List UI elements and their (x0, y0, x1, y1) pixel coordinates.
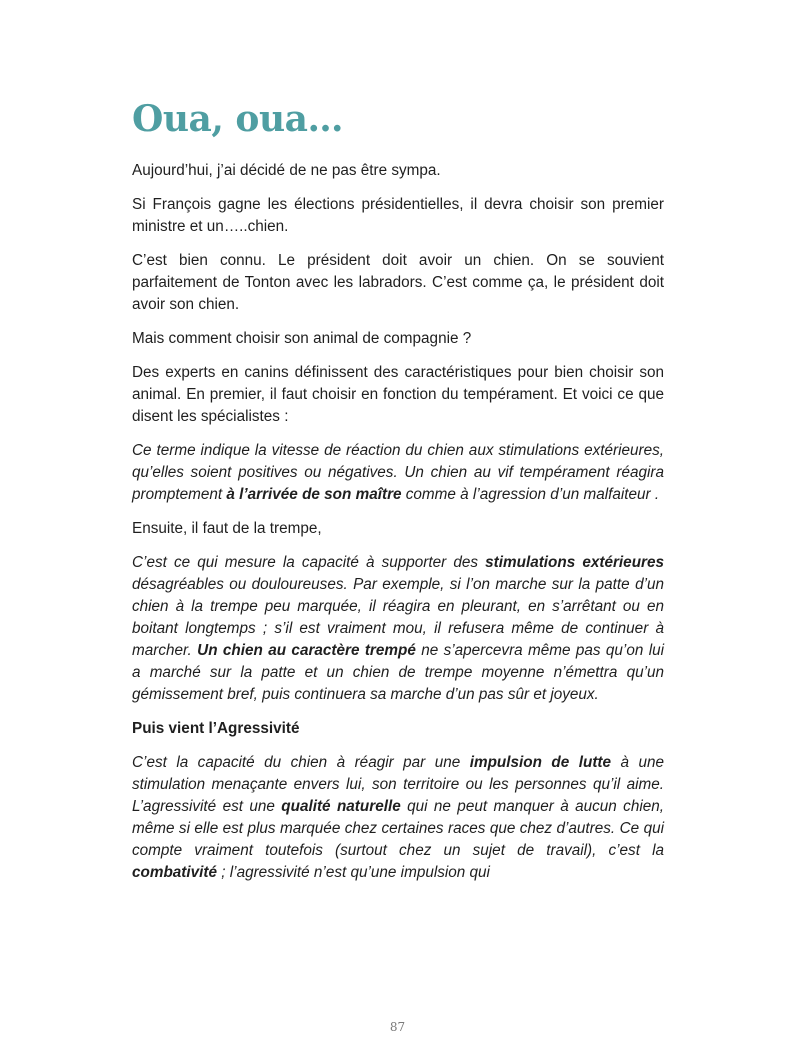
quote-emphasis: combativité (132, 864, 218, 881)
page-number: 87 (389, 1020, 406, 1034)
quote-text: désagréables ou douloureuses. Par exemple, si l’on marche sur la patte d’un chien à la trempe peu marquée, il réagira en pleurant, en s’arrêtant ou en boitant longtemps ; s’il est vraiment mou, il refusera même de continuer à marcher. (132, 576, 664, 659)
section-heading-agressivite: Puis vient l’Agressivité (132, 720, 300, 737)
quote-text: à une stimulation menaçante envers lui, son territoire ou les personnes qu’il aime. L’agressivité est une (132, 754, 664, 815)
quote-emphasis: à l’arrivée de son maître (226, 486, 402, 503)
quote-trempe (132, 552, 664, 706)
paragraph-experts: Des experts en canins définissent des caractéristiques pour bien choisir son animal. En premier, il faut choisir en fonction du tempérament. Et voici ce que disent les spécialistes : (132, 364, 664, 425)
paragraph-president-dog: C’est bien connu. Le président doit avoir un chien. On se souvient parfaitement de Tonton avec les labradors. C’est comme ça, le président doit avoir son chien. (132, 252, 664, 313)
quote-text: qui ne peut manquer à aucun chien, même si elle est plus marquée chez certaines races que chez d’autres. Ce qui compte vraiment toutefois (surtout chez un sujet de travail), c’est la (132, 798, 665, 859)
quote-temperament (132, 440, 664, 506)
paragraph-elections: Si François gagne les élections présidentielles, il devra choisir son premier ministre et un…..chien. (132, 196, 664, 235)
quote-emphasis: impulsion de lutte (469, 754, 612, 771)
paragraph-question: Mais comment choisir son animal de compagnie ? (132, 330, 472, 347)
quote-emphasis: Un chien au caractère trempé (197, 642, 416, 659)
page-title: Oua, oua… (132, 98, 343, 140)
quote-text: ne s’apercevra même pas qu’on lui a marché sur la patte et un chien de trempe moyenne n’émettra qu’un gémissement bref, puis continuera sa marche d’un pas sûr et joyeux. (132, 642, 665, 703)
quote-text: C’est la capacité du chien à réagir par une (132, 754, 470, 771)
quote-agressivite (132, 752, 664, 884)
quote-text: C’est ce qui mesure la capacité à supporter des (132, 554, 486, 571)
quote-emphasis: stimulations extérieures (485, 554, 665, 571)
quote-text: comme à l’agression d’un malfaiteur . (401, 486, 660, 503)
quote-text: ; l’agressivité n’est qu’une impulsion qui (217, 864, 490, 881)
quote-text: Ce terme indique la vitesse de réaction du chien aux stimulations extérieures, qu’elles soient positives ou négatives. Un chien au vif tempérament réagira promptement (132, 442, 664, 503)
paragraph-trempe: Ensuite, il faut de la trempe, (132, 520, 322, 537)
paragraph-intro: Aujourd’hui, j’ai décidé de ne pas être sympa. (132, 162, 441, 179)
quote-emphasis: qualité naturelle (281, 798, 401, 815)
body-text (132, 160, 664, 896)
